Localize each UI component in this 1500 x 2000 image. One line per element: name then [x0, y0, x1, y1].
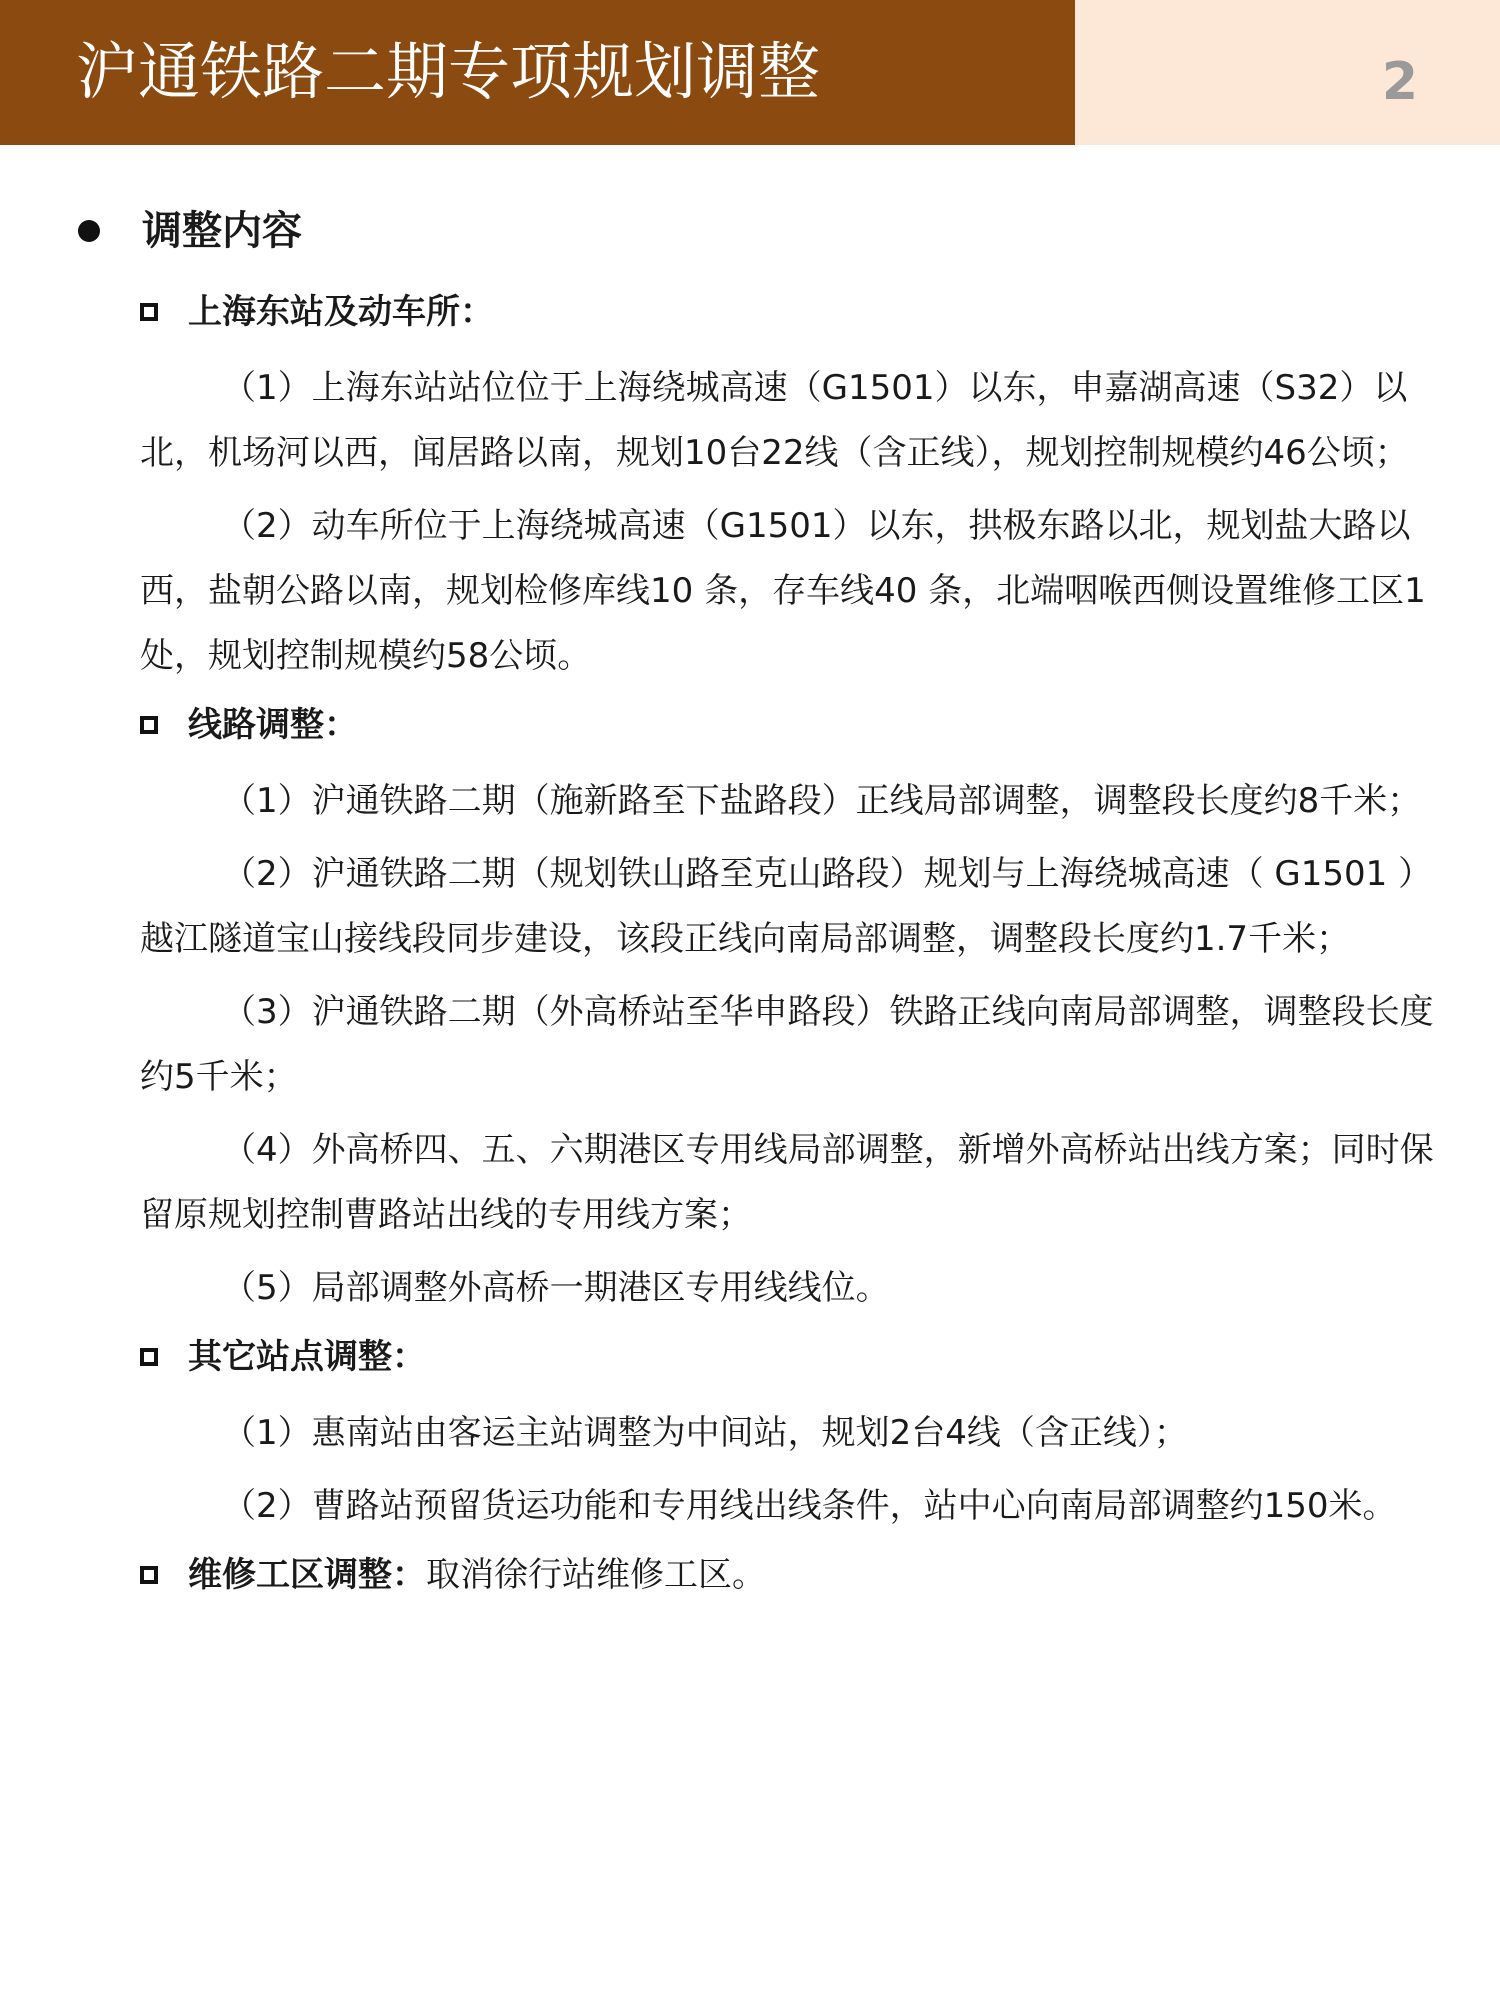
subsection-inline-text: 取消徐行站维修工区。 — [426, 1555, 766, 1595]
square-bullet-icon — [140, 1348, 158, 1366]
bullet-dot-icon — [78, 220, 100, 242]
paragraph: （2）曹路站预留货运功能和专用线出线条件，站中心向南局部调整约150米。 — [222, 1486, 1397, 1526]
paragraph: （1）惠南站由客运主站调整为中间站，规划2台4线（含正线）； — [222, 1413, 1188, 1453]
header-title-panel — [0, 0, 1075, 145]
header-page-panel — [1075, 0, 1500, 145]
paragraph: （3）沪通铁路二期（外高桥站至华申路段）铁路正线向南局部调整，调整段长度约5千米； — [140, 992, 1434, 1097]
square-bullet-icon — [140, 1566, 158, 1584]
paragraph: （1）上海东站站位位于上海绕城高速（G1501）以东，申嘉湖高速（S32）以北，机场河以西，闻居路以南，规划10台22线（含正线），规划控制规模约46公顷； — [140, 368, 1409, 473]
content-body — [140, 284, 1460, 1619]
paragraph: （2）动车所位于上海绕城高速（G1501）以东，拱极东路以北，规划盐大路以西，盐朝公路以南，规划检修库线10 条，存车线40 条，北端咽喉西侧设置维修工区1处，规划控制规模约58公顷。 — [140, 506, 1426, 676]
subsection-label: 线路调整： — [188, 705, 358, 745]
subsection-label: 维修工区调整： — [188, 1555, 426, 1595]
subsection-heading — [140, 1329, 1460, 1385]
subsection-label: 其它站点调整： — [188, 1337, 426, 1377]
square-bullet-icon — [140, 716, 158, 734]
subsection-heading — [140, 1547, 1460, 1603]
page-title: 沪通铁路二期专项规划调整 — [76, 35, 821, 108]
square-bullet-icon — [140, 303, 158, 321]
subsection-heading — [140, 697, 1460, 753]
header-bar — [0, 0, 1500, 145]
page-number: 2 — [1381, 52, 1419, 112]
subsection-heading — [140, 284, 1460, 340]
subsection-label: 上海东站及动车所： — [188, 292, 494, 332]
paragraph: （2）沪通铁路二期（规划铁山路至克山路段）规划与上海绕城高速（ G1501 ）越江隧道宝山接线段同步建设，该段正线向南局部调整，调整段长度约1.7千米； — [140, 854, 1433, 959]
section-title: 调整内容 — [142, 208, 302, 254]
paragraph: （1）沪通铁路二期（施新路至下盐路段）正线局部调整，调整段长度约8千米； — [222, 781, 1422, 821]
paragraph: （5）局部调整外高桥一期港区专用线线位。 — [222, 1268, 890, 1308]
section-heading — [78, 206, 302, 256]
paragraph: （4）外高桥四、五、六期港区专用线局部调整，新增外高桥站出线方案；同时保留原规划控制曹路站出线的专用线方案； — [140, 1130, 1434, 1235]
